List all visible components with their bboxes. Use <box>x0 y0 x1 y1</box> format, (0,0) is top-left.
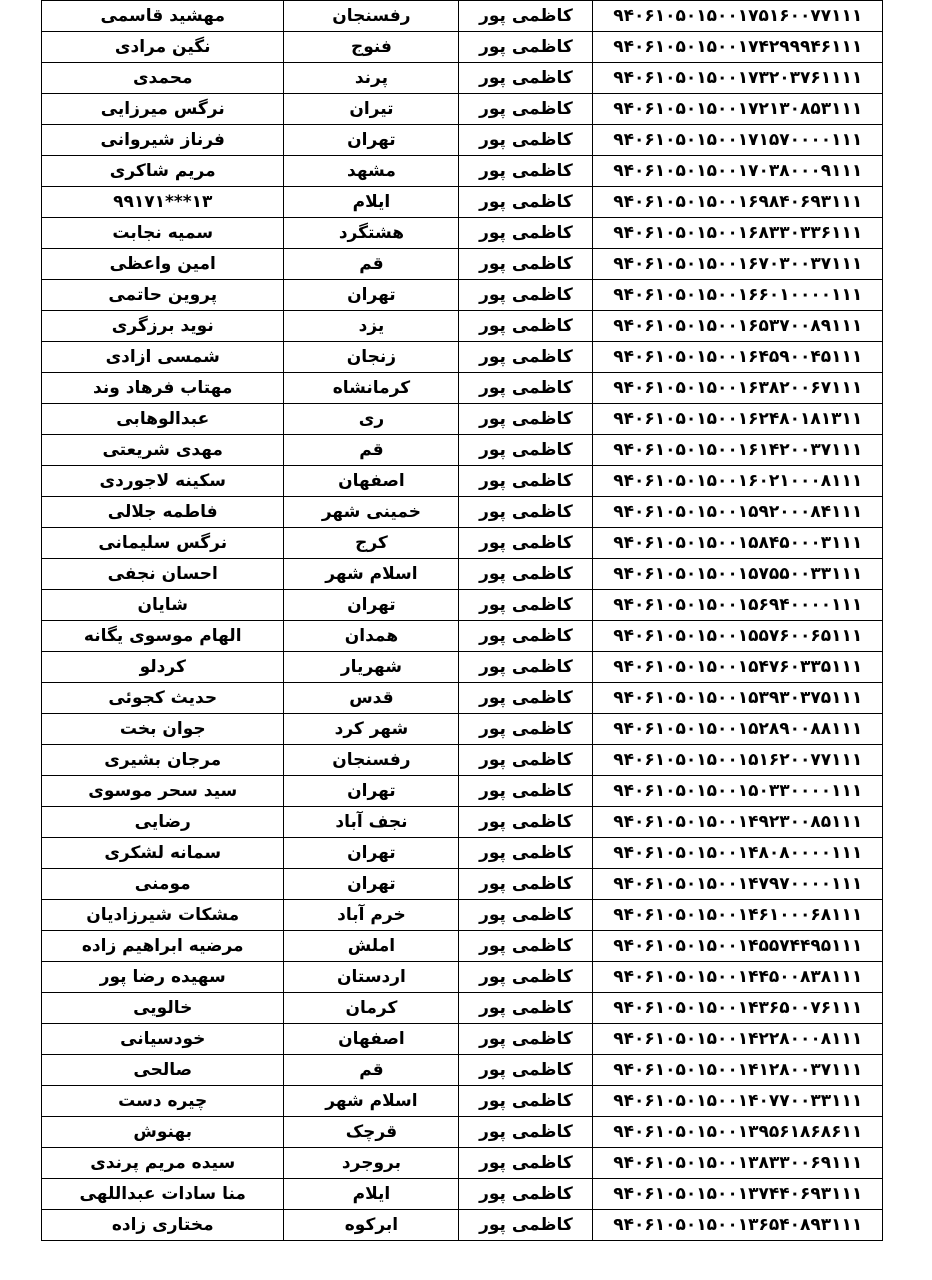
table-row <box>42 776 883 807</box>
person-name-cell: مهتاب فرهاد وند <box>42 373 284 404</box>
table-row <box>42 466 883 497</box>
surname-cell: کاظمی پور <box>459 962 593 993</box>
account-number-cell: ۹۴۰۶۱۰۵۰۱۵۰۰۱۴۰۷۷۰۰۳۳۱۱۱ <box>593 1086 883 1117</box>
table-row <box>42 652 883 683</box>
table-row <box>42 435 883 466</box>
city-cell: اصفهان <box>284 1024 459 1055</box>
surname-cell: کاظمی پور <box>459 931 593 962</box>
table-row <box>42 280 883 311</box>
table-row <box>42 1055 883 1086</box>
person-name-cell: سید سحر موسوی <box>42 776 284 807</box>
account-number-cell: ۹۴۰۶۱۰۵۰۱۵۰۰۱۴۹۲۳۰۰۸۵۱۱۱ <box>593 807 883 838</box>
surname-cell: کاظمی پور <box>459 94 593 125</box>
account-number-cell: ۹۴۰۶۱۰۵۰۱۵۰۰۱۵۹۲۰۰۰۸۴۱۱۱ <box>593 497 883 528</box>
table-row <box>42 1 883 32</box>
surname-cell: کاظمی پور <box>459 156 593 187</box>
account-number-cell: ۹۴۰۶۱۰۵۰۱۵۰۰۱۴۱۲۸۰۰۳۷۱۱۱ <box>593 1055 883 1086</box>
table-row <box>42 497 883 528</box>
surname-cell: کاظمی پور <box>459 776 593 807</box>
city-cell: قم <box>284 435 459 466</box>
account-number-cell: ۹۴۰۶۱۰۵۰۱۵۰۰۱۴۵۵۷۴۴۹۵۱۱۱ <box>593 931 883 962</box>
account-number-cell: ۹۴۰۶۱۰۵۰۱۵۰۰۱۶۹۸۴۰۶۹۳۱۱۱ <box>593 187 883 218</box>
table-row <box>42 249 883 280</box>
account-number-cell: ۹۴۰۶۱۰۵۰۱۵۰۰۱۵۶۹۴۰۰۰۰۱۱۱ <box>593 590 883 621</box>
table-row <box>42 404 883 435</box>
person-name-cell: فاطمه جلالی <box>42 497 284 528</box>
surname-cell: کاظمی پور <box>459 838 593 869</box>
city-cell: زنجان <box>284 342 459 373</box>
surname-cell: کاظمی پور <box>459 993 593 1024</box>
table-row <box>42 993 883 1024</box>
surname-cell: کاظمی پور <box>459 1179 593 1210</box>
city-cell: ابرکوه <box>284 1210 459 1241</box>
surname-cell: کاظمی پور <box>459 528 593 559</box>
surname-cell: کاظمی پور <box>459 900 593 931</box>
surname-cell: کاظمی پور <box>459 590 593 621</box>
table-row <box>42 528 883 559</box>
person-name-cell: امین واعظی <box>42 249 284 280</box>
person-name-cell: صالحی <box>42 1055 284 1086</box>
surname-cell: کاظمی پور <box>459 342 593 373</box>
account-number-cell: ۹۴۰۶۱۰۵۰۱۵۰۰۱۵۴۷۶۰۳۳۵۱۱۱ <box>593 652 883 683</box>
city-cell: کرمانشاه <box>284 373 459 404</box>
table-row <box>42 559 883 590</box>
city-cell: قم <box>284 1055 459 1086</box>
surname-cell: کاظمی پور <box>459 683 593 714</box>
person-name-cell: نرگس سلیمانی <box>42 528 284 559</box>
city-cell: تهران <box>284 125 459 156</box>
person-name-cell: شمسی ازادی <box>42 342 284 373</box>
surname-cell: کاظمی پور <box>459 311 593 342</box>
person-name-cell: نوید برزگری <box>42 311 284 342</box>
table-row <box>42 807 883 838</box>
city-cell: تهران <box>284 776 459 807</box>
city-cell: قرچک <box>284 1117 459 1148</box>
account-number-cell: ۹۴۰۶۱۰۵۰۱۵۰۰۱۶۰۲۱۰۰۰۸۱۱۱ <box>593 466 883 497</box>
person-name-cell: منا سادات عبداللهی <box>42 1179 284 1210</box>
account-number-cell: ۹۴۰۶۱۰۵۰۱۵۰۰۱۷۵۱۶۰۰۷۷۱۱۱ <box>593 1 883 32</box>
surname-cell: کاظمی پور <box>459 869 593 900</box>
surname-cell: کاظمی پور <box>459 466 593 497</box>
surname-cell: کاظمی پور <box>459 1148 593 1179</box>
surname-cell: کاظمی پور <box>459 125 593 156</box>
city-cell: مشهد <box>284 156 459 187</box>
account-number-cell: ۹۴۰۶۱۰۵۰۱۵۰۰۱۵۲۸۹۰۰۸۸۱۱۱ <box>593 714 883 745</box>
city-cell: قم <box>284 249 459 280</box>
table-row <box>42 745 883 776</box>
city-cell: قدس <box>284 683 459 714</box>
city-cell: اصفهان <box>284 466 459 497</box>
account-number-cell: ۹۴۰۶۱۰۵۰۱۵۰۰۱۶۸۳۳۰۳۳۶۱۱۱ <box>593 218 883 249</box>
city-cell: تهران <box>284 838 459 869</box>
surname-cell: کاظمی پور <box>459 745 593 776</box>
person-name-cell: احسان نجفی <box>42 559 284 590</box>
account-number-cell: ۹۴۰۶۱۰۵۰۱۵۰۰۱۴۸۰۸۰۰۰۰۱۱۱ <box>593 838 883 869</box>
account-number-cell: ۹۴۰۶۱۰۵۰۱۵۰۰۱۴۲۲۸۰۰۰۸۱۱۱ <box>593 1024 883 1055</box>
surname-cell: کاظمی پور <box>459 621 593 652</box>
surname-cell: کاظمی پور <box>459 652 593 683</box>
city-cell: تیران <box>284 94 459 125</box>
table-row <box>42 1148 883 1179</box>
account-number-cell: ۹۴۰۶۱۰۵۰۱۵۰۰۱۴۶۱۰۰۰۶۸۱۱۱ <box>593 900 883 931</box>
person-name-cell: سهیده رضا پور <box>42 962 284 993</box>
account-number-cell: ۹۴۰۶۱۰۵۰۱۵۰۰۱۷۳۲۰۳۷۶۱۱۱۱ <box>593 63 883 94</box>
records-table-body <box>42 1 883 1241</box>
account-number-cell: ۹۴۰۶۱۰۵۰۱۵۰۰۱۴۳۶۵۰۰۷۶۱۱۱ <box>593 993 883 1024</box>
surname-cell: کاظمی پور <box>459 63 593 94</box>
city-cell: رفسنجان <box>284 1 459 32</box>
city-cell: ایلام <box>284 1179 459 1210</box>
account-number-cell: ۹۴۰۶۱۰۵۰۱۵۰۰۱۴۷۹۷۰۰۰۰۱۱۱ <box>593 869 883 900</box>
person-name-cell: نرگس میرزایی <box>42 94 284 125</box>
account-number-cell: ۹۴۰۶۱۰۵۰۱۵۰۰۱۵۸۴۵۰۰۰۳۱۱۱ <box>593 528 883 559</box>
surname-cell: کاظمی پور <box>459 1055 593 1086</box>
table-row <box>42 621 883 652</box>
city-cell: خمینی شهر <box>284 497 459 528</box>
city-cell: هشتگرد <box>284 218 459 249</box>
city-cell: رفسنجان <box>284 745 459 776</box>
person-name-cell: پروین حاتمی <box>42 280 284 311</box>
table-row <box>42 32 883 63</box>
surname-cell: کاظمی پور <box>459 1024 593 1055</box>
city-cell: اسلام شهر <box>284 559 459 590</box>
account-number-cell: ۹۴۰۶۱۰۵۰۱۵۰۰۱۶۴۵۹۰۰۴۵۱۱۱ <box>593 342 883 373</box>
surname-cell: کاظمی پور <box>459 373 593 404</box>
surname-cell: کاظمی پور <box>459 1210 593 1241</box>
account-number-cell: ۹۴۰۶۱۰۵۰۱۵۰۰۱۷۴۲۹۹۹۴۶۱۱۱ <box>593 32 883 63</box>
table-row <box>42 342 883 373</box>
person-name-cell: خالویی <box>42 993 284 1024</box>
table-row <box>42 373 883 404</box>
person-name-cell: مختاری زاده <box>42 1210 284 1241</box>
person-name-cell: کردلو <box>42 652 284 683</box>
table-row <box>42 869 883 900</box>
person-name-cell: مومنی <box>42 869 284 900</box>
table-row <box>42 838 883 869</box>
city-cell: فنوج <box>284 32 459 63</box>
account-number-cell: ۹۴۰۶۱۰۵۰۱۵۰۰۱۷۱۵۷۰۰۰۰۱۱۱ <box>593 125 883 156</box>
account-number-cell: ۹۴۰۶۱۰۵۰۱۵۰۰۱۷۲۱۳۰۸۵۳۱۱۱ <box>593 94 883 125</box>
surname-cell: کاظمی پور <box>459 32 593 63</box>
surname-cell: کاظمی پور <box>459 187 593 218</box>
person-name-cell: مریم شاکری <box>42 156 284 187</box>
account-number-cell: ۹۴۰۶۱۰۵۰۱۵۰۰۱۳۷۴۴۰۶۹۳۱۱۱ <box>593 1179 883 1210</box>
account-number-cell: ۹۴۰۶۱۰۵۰۱۵۰۰۱۶۲۴۸۰۱۸۱۳۱۱ <box>593 404 883 435</box>
city-cell: اسلام شهر <box>284 1086 459 1117</box>
surname-cell: کاظمی پور <box>459 1 593 32</box>
person-name-cell: چیره دست <box>42 1086 284 1117</box>
person-name-cell: حدیث کجوئی <box>42 683 284 714</box>
city-cell: همدان <box>284 621 459 652</box>
table-row <box>42 187 883 218</box>
table-row <box>42 311 883 342</box>
table-row <box>42 683 883 714</box>
person-name-cell: مرجان بشیری <box>42 745 284 776</box>
account-number-cell: ۹۴۰۶۱۰۵۰۱۵۰۰۱۶۶۰۱۰۰۰۰۱۱۱ <box>593 280 883 311</box>
person-name-cell: مهدی شریعتی <box>42 435 284 466</box>
table-row <box>42 1024 883 1055</box>
table-row <box>42 156 883 187</box>
account-number-cell: ۹۴۰۶۱۰۵۰۱۵۰۰۱۵۱۶۲۰۰۷۷۱۱۱ <box>593 745 883 776</box>
surname-cell: کاظمی پور <box>459 435 593 466</box>
city-cell: تهران <box>284 869 459 900</box>
city-cell: ایلام <box>284 187 459 218</box>
person-name-cell: خودسیانی <box>42 1024 284 1055</box>
surname-cell: کاظمی پور <box>459 404 593 435</box>
city-cell: تهران <box>284 280 459 311</box>
surname-cell: کاظمی پور <box>459 249 593 280</box>
person-name-cell: سمیه نجابت <box>42 218 284 249</box>
person-name-cell: ۱۳***۹۹۱۷۱ <box>42 187 284 218</box>
document-sheet <box>41 0 883 1280</box>
city-cell: شهر کرد <box>284 714 459 745</box>
table-row <box>42 218 883 249</box>
account-number-cell: ۹۴۰۶۱۰۵۰۱۵۰۰۱۶۷۰۳۰۰۳۷۱۱۱ <box>593 249 883 280</box>
surname-cell: کاظمی پور <box>459 1117 593 1148</box>
table-row <box>42 94 883 125</box>
surname-cell: کاظمی پور <box>459 280 593 311</box>
account-number-cell: ۹۴۰۶۱۰۵۰۱۵۰۰۱۵۳۹۳۰۳۷۵۱۱۱ <box>593 683 883 714</box>
city-cell: بروجرد <box>284 1148 459 1179</box>
table-row <box>42 63 883 94</box>
city-cell: پرند <box>284 63 459 94</box>
person-name-cell: نگین مرادی <box>42 32 284 63</box>
city-cell: کرمان <box>284 993 459 1024</box>
records-table <box>41 0 883 1241</box>
city-cell: ری <box>284 404 459 435</box>
city-cell: املش <box>284 931 459 962</box>
city-cell: خرم آباد <box>284 900 459 931</box>
person-name-cell: مشکات شیرزادیان <box>42 900 284 931</box>
person-name-cell: سیده مریم پرندی <box>42 1148 284 1179</box>
city-cell: اردستان <box>284 962 459 993</box>
account-number-cell: ۹۴۰۶۱۰۵۰۱۵۰۰۱۳۶۵۴۰۸۹۳۱۱۱ <box>593 1210 883 1241</box>
table-row <box>42 1086 883 1117</box>
account-number-cell: ۹۴۰۶۱۰۵۰۱۵۰۰۱۶۳۸۲۰۰۶۷۱۱۱ <box>593 373 883 404</box>
table-row <box>42 962 883 993</box>
account-number-cell: ۹۴۰۶۱۰۵۰۱۵۰۰۱۵۵۷۶۰۰۶۵۱۱۱ <box>593 621 883 652</box>
person-name-cell: جوان بخت <box>42 714 284 745</box>
table-row <box>42 1117 883 1148</box>
person-name-cell: فرناز شیروانی <box>42 125 284 156</box>
city-cell: شهریار <box>284 652 459 683</box>
account-number-cell: ۹۴۰۶۱۰۵۰۱۵۰۰۱۶۱۴۲۰۰۳۷۱۱۱ <box>593 435 883 466</box>
account-number-cell: ۹۴۰۶۱۰۵۰۱۵۰۰۱۷۰۳۸۰۰۰۹۱۱۱ <box>593 156 883 187</box>
surname-cell: کاظمی پور <box>459 559 593 590</box>
surname-cell: کاظمی پور <box>459 807 593 838</box>
person-name-cell: عبدالوهابی <box>42 404 284 435</box>
person-name-cell: مهشید قاسمی <box>42 1 284 32</box>
account-number-cell: ۹۴۰۶۱۰۵۰۱۵۰۰۱۶۵۳۷۰۰۸۹۱۱۱ <box>593 311 883 342</box>
table-row <box>42 931 883 962</box>
table-row <box>42 900 883 931</box>
surname-cell: کاظمی پور <box>459 1086 593 1117</box>
surname-cell: کاظمی پور <box>459 714 593 745</box>
person-name-cell: سکینه لاجوردی <box>42 466 284 497</box>
table-row <box>42 714 883 745</box>
city-cell: کرج <box>284 528 459 559</box>
person-name-cell: الهام موسوی یگانه <box>42 621 284 652</box>
account-number-cell: ۹۴۰۶۱۰۵۰۱۵۰۰۱۳۸۳۳۰۰۶۹۱۱۱ <box>593 1148 883 1179</box>
table-row <box>42 1179 883 1210</box>
person-name-cell: رضایی <box>42 807 284 838</box>
table-row <box>42 125 883 156</box>
table-row <box>42 590 883 621</box>
account-number-cell: ۹۴۰۶۱۰۵۰۱۵۰۰۱۵۰۳۳۰۰۰۰۱۱۱ <box>593 776 883 807</box>
person-name-cell: سمانه لشکری <box>42 838 284 869</box>
person-name-cell: شایان <box>42 590 284 621</box>
person-name-cell: مرضیه ابراهیم زاده <box>42 931 284 962</box>
city-cell: تهران <box>284 590 459 621</box>
city-cell: نجف آباد <box>284 807 459 838</box>
person-name-cell: بهنوش <box>42 1117 284 1148</box>
surname-cell: کاظمی پور <box>459 497 593 528</box>
account-number-cell: ۹۴۰۶۱۰۵۰۱۵۰۰۱۳۹۵۶۱۸۶۸۶۱۱ <box>593 1117 883 1148</box>
table-row <box>42 1210 883 1241</box>
surname-cell: کاظمی پور <box>459 218 593 249</box>
person-name-cell: محمدی <box>42 63 284 94</box>
city-cell: یزد <box>284 311 459 342</box>
account-number-cell: ۹۴۰۶۱۰۵۰۱۵۰۰۱۵۷۵۵۰۰۳۳۱۱۱ <box>593 559 883 590</box>
account-number-cell: ۹۴۰۶۱۰۵۰۱۵۰۰۱۴۴۵۰۰۸۳۸۱۱۱ <box>593 962 883 993</box>
